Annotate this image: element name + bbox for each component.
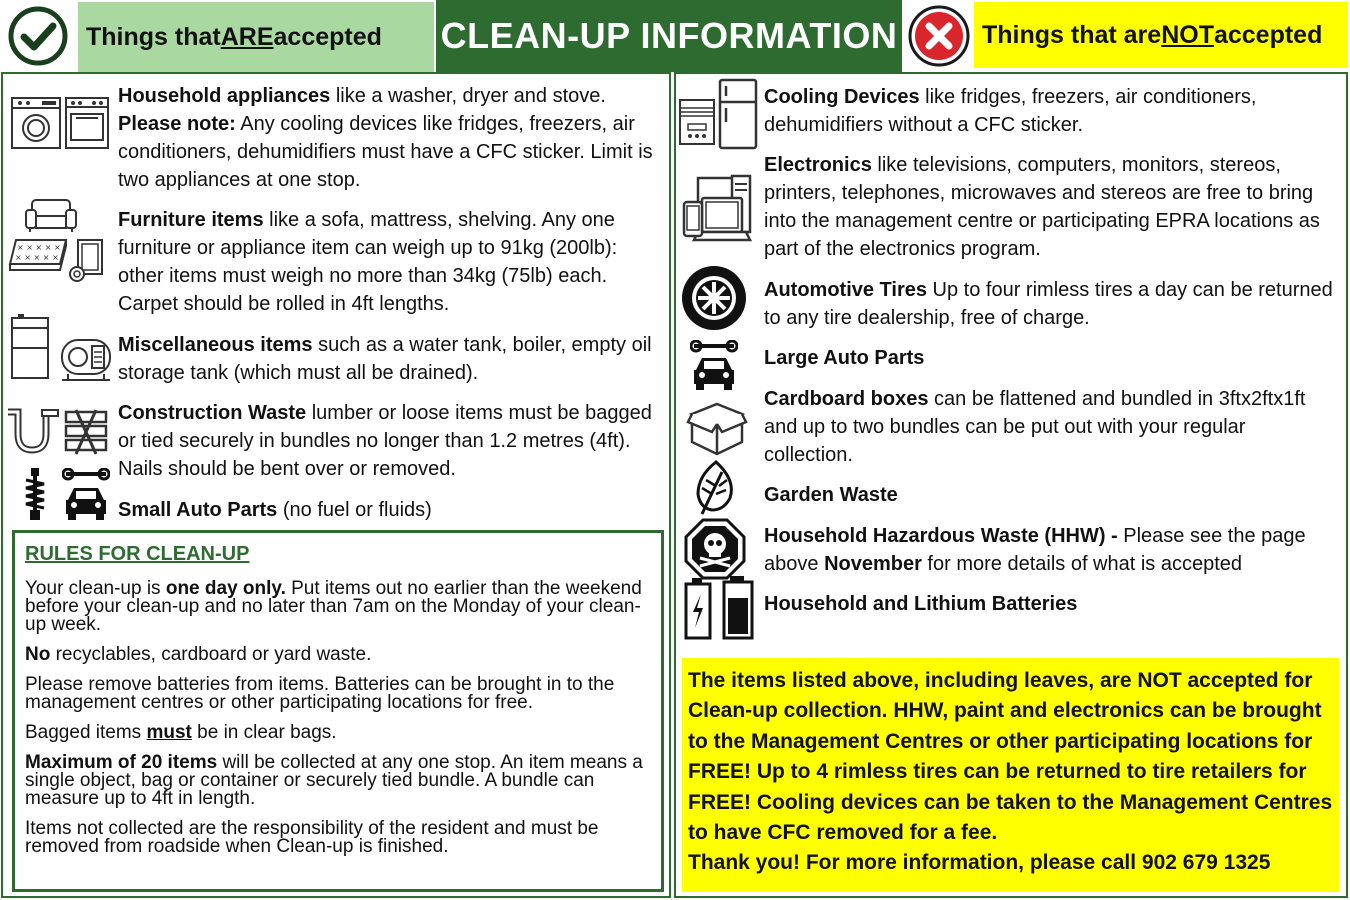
electronics-icon xyxy=(682,174,754,244)
batteries-text: Household and Lithium Batteries xyxy=(764,593,1078,615)
cooling-text: Cooling Devices like fridges, freezers, air conditioners, dehumidifiers without a CFC sticker. xyxy=(764,86,1257,136)
garden-text: Garden Waste xyxy=(764,484,898,506)
lumber-icon xyxy=(62,408,110,456)
pipes-icon xyxy=(4,406,60,458)
tire-icon xyxy=(680,264,748,332)
svg-text:× × × × ×: × × × × × xyxy=(15,253,59,262)
page-title: CLEAN-UP INFORMATION xyxy=(436,0,902,72)
box-icon xyxy=(686,398,748,456)
notice-thanks: Thank you! For more information, please call 902 679 1325 xyxy=(688,851,1271,875)
stove-icon xyxy=(64,96,110,150)
electronics-text: Electronics like televisions, computers, monitors, stereos, printers, telephones, microwaves and stereos are free to bring into the management centre or participating EPRA locations as part of the electronics program. xyxy=(764,154,1320,260)
accepted-heading: Things that ARE accepted xyxy=(78,2,434,72)
rules-title: RULES FOR CLEAN-UP xyxy=(25,543,250,565)
battery-icon xyxy=(684,574,758,642)
rule-2: No recyclables, cardboard or yard waste. xyxy=(25,644,372,665)
misc-text: Miscellaneous items such as a water tank, boiler, empty oil storage tank (which must all be drained). xyxy=(118,334,652,384)
sofa-icon xyxy=(24,196,78,234)
large-auto-text: Large Auto Parts xyxy=(764,347,925,369)
svg-text:× × × × ×: × × × × × xyxy=(17,243,61,252)
shock-absorber-icon xyxy=(22,468,48,524)
car-wrench-icon xyxy=(62,468,110,524)
cardboard-text: Cardboard boxes can be flattened and bundled in 3ftx2ftx1ft and up to two bundles can be put out with your regular collection. xyxy=(764,388,1306,466)
boiler-icon xyxy=(58,330,114,382)
appliances-text: Household appliances like a washer, dryer and stove. Please note: Any cooling devices like fridges, freezers, air conditioners, dehumidifiers must have a CFC sticker. Limit is two appliances at one stop. xyxy=(118,85,653,191)
car-wrench-icon xyxy=(690,340,738,392)
auto-parts-text: Small Auto Parts (no fuel or fluids) xyxy=(118,499,432,521)
fridge-icon xyxy=(718,78,758,150)
air-conditioner-icon xyxy=(678,96,716,148)
notice-box xyxy=(682,658,1339,892)
furniture-text: Furniture items like a sofa, mattress, shelving. Any one furniture or appliance item can weigh up to 91kg (200lb): other items must weigh no more than 34kg (75lb) each. Carpet should be rolled in 4ft lengths. xyxy=(118,209,618,315)
rule-1: Your clean-up is one day only. Put items out no earlier than the weekend before your clean-up and no later than 7am on the Monday of your clean-up week. xyxy=(25,578,642,635)
rules-box xyxy=(12,530,664,892)
leaf-icon xyxy=(692,460,738,516)
not-accepted-heading: Things that are NOT accepted xyxy=(974,2,1348,68)
hhw-text: Household Hazardous Waste (HHW) - Please see the page above November for more details of what is accepted xyxy=(764,525,1306,575)
rule-3: Please remove batteries from items. Batteries can be brought in to the management centres or other participating locations for free. xyxy=(25,674,615,713)
check-circle-icon xyxy=(0,0,76,72)
rule-4: Bagged items must be in clear bags. xyxy=(25,722,337,743)
mattress-icon xyxy=(8,238,68,272)
header xyxy=(0,0,1350,72)
x-circle-icon xyxy=(904,0,974,72)
washer-icon xyxy=(10,96,62,150)
hazard-skull-icon xyxy=(684,518,746,580)
tires-text: Automotive Tires Up to four rimless tires a day can be returned to any tire dealership, free of charge. xyxy=(764,279,1333,329)
rule-6: Items not collected are the responsibility of the resident and must be removed from roadside when Clean-up is finished. xyxy=(25,818,599,857)
carpet-icon xyxy=(68,238,104,282)
notice-text: The items listed above, including leaves, are NOT accepted for Clean-up collection. HHW, paint and electronics can be brought to the Management Centres or other participating locations for FREE! Up to 4 rimless tires can be returned to tire retailers for FREE! Cooling devices can be taken to the Management Centres to have CFC removed for a fee. xyxy=(688,669,1333,845)
construction-text: Construction Waste lumber or loose items must be bagged or tied securely in bundles no longer than 1.2 metres (4ft). Nails should be bent over or removed. xyxy=(118,402,652,480)
water-tank-icon xyxy=(8,314,52,382)
rule-5: Maximum of 20 items will be collected at any one stop. An item means a single object, bag or container or securely tied bundle. A bundle can measure up to 4ft in length. xyxy=(25,752,643,809)
